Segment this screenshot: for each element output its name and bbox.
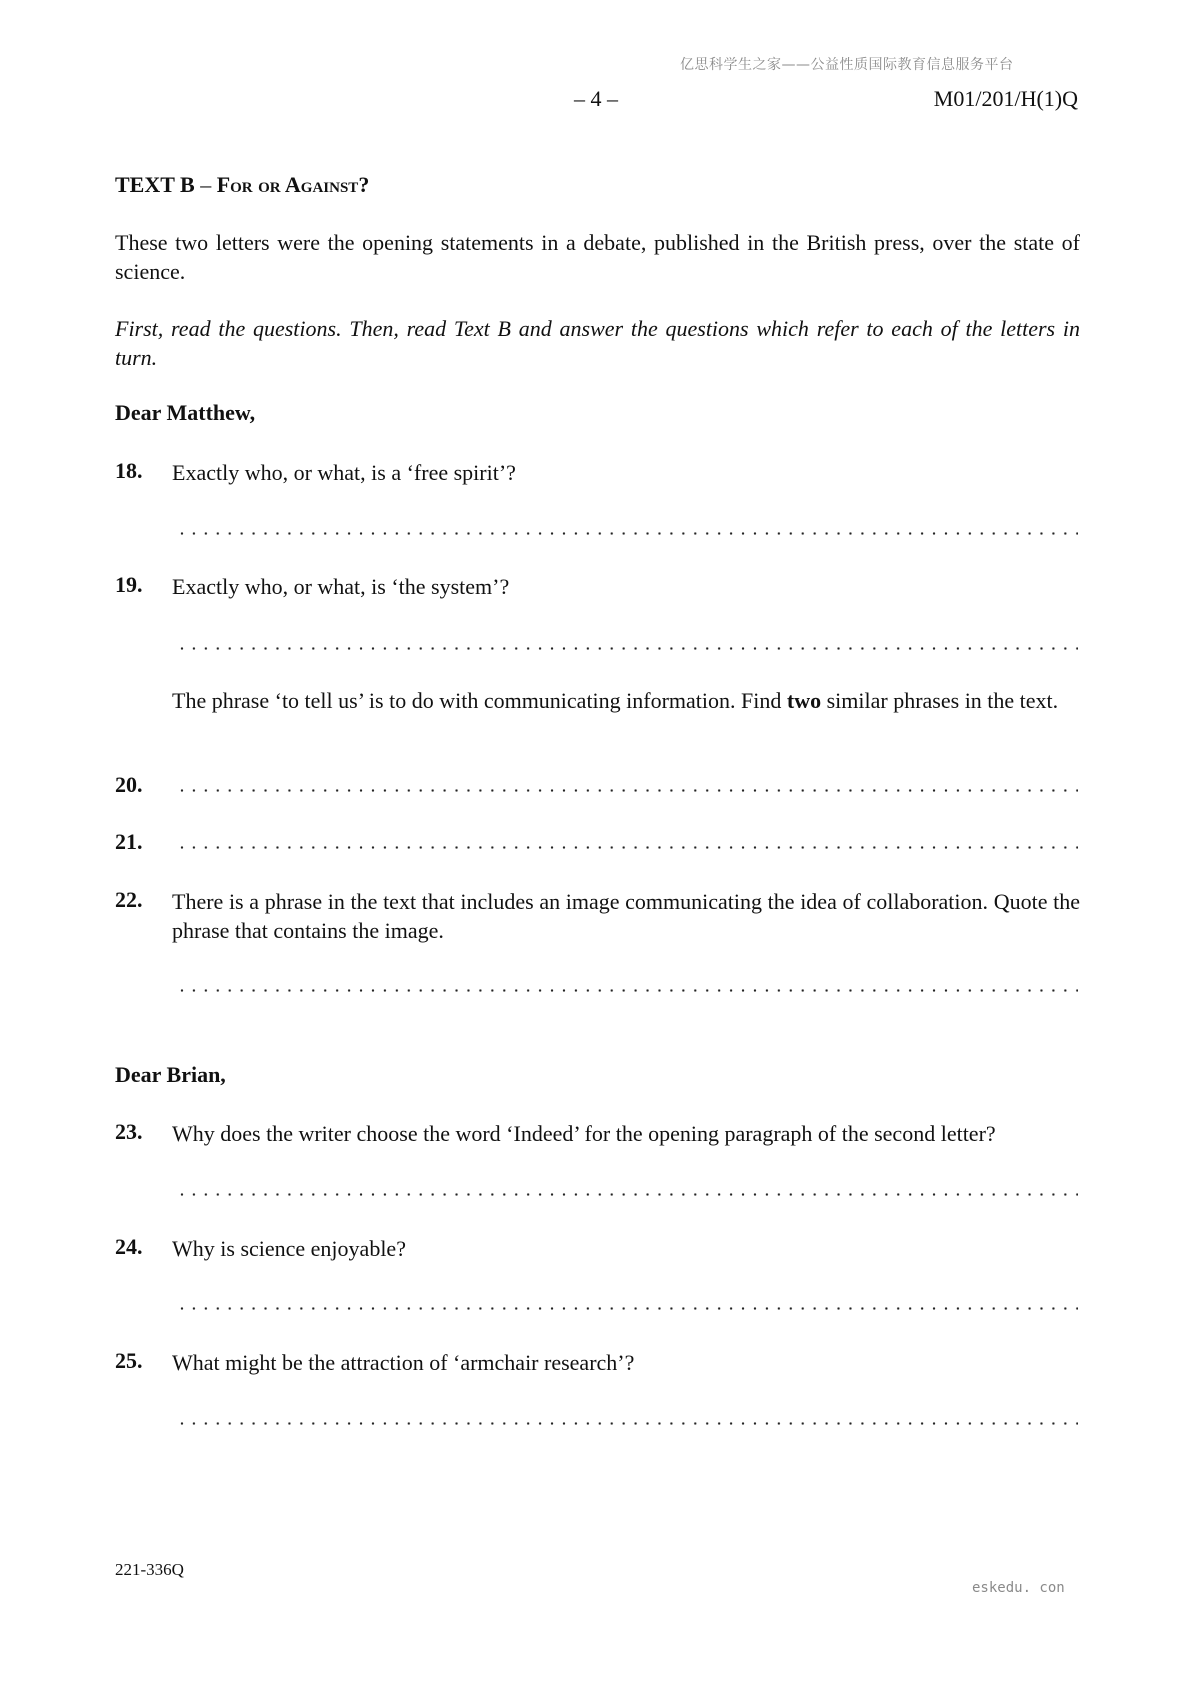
phrase-instruction-start: The phrase ‘to tell us’ is to do with communicating information. Find (172, 688, 787, 713)
question-text-18: Exactly who, or what, is a ‘free spirit’? (172, 460, 516, 485)
watermark-footer: eskedu. con (972, 1580, 1065, 1596)
question-text-23: Why does the writer choose the word ‘Indeed’ for the opening paragraph of the second letter? (172, 1121, 996, 1146)
question-number-24: 24. (115, 1234, 143, 1259)
question-number-18: 18. (115, 458, 143, 483)
intro-paragraph: These two letters were the opening statements in a debate, published in the British press, over the state of science. (115, 230, 1080, 284)
phrase-instruction (172, 686, 1080, 715)
answer-line-21[interactable] (172, 846, 1080, 850)
question-text-25: What might be the attraction of ‘armchair research’? (172, 1350, 635, 1375)
question-number-20: 20. (115, 772, 143, 797)
section-title-name: For or Against? (216, 172, 370, 197)
question-number-19: 19. (115, 572, 143, 597)
section-title-dash: – (200, 172, 212, 197)
salutation-letter-1: Dear Matthew, (115, 400, 256, 425)
paper-code: M01/201/H(1)Q (933, 86, 1078, 111)
answer-line-19[interactable] (172, 647, 1080, 651)
salutation-letter-2: Dear Brian, (115, 1062, 226, 1087)
answer-line-20[interactable] (172, 789, 1080, 793)
question-number-21: 21. (115, 829, 143, 854)
question-number-25: 25. (115, 1348, 143, 1373)
answer-line-23[interactable] (172, 1193, 1080, 1197)
question-text-24: Why is science enjoyable? (172, 1236, 406, 1261)
instructions-paragraph: First, read the questions. Then, read Text B and answer the questions which refer to each of the letters in turn. (115, 316, 1080, 370)
question-number-23: 23. (115, 1119, 143, 1144)
section-title-prefix: TEXT B (115, 172, 195, 197)
answer-line-25[interactable] (172, 1422, 1080, 1426)
phrase-instruction-bold: two (786, 688, 822, 713)
question-number-22: 22. (115, 887, 143, 912)
footer-code: 221-336Q (115, 1560, 184, 1579)
question-text-22: There is a phrase in the text that includes an image communicating the idea of collaboration. Quote the phrase that contains the image. (172, 889, 1080, 943)
question-text-19: Exactly who, or what, is ‘the system’? (172, 574, 510, 599)
page-number: – 4 – (574, 86, 618, 111)
section-title (115, 172, 369, 198)
answer-line-22[interactable] (172, 989, 1080, 993)
watermark-header: 亿思科学生之家——公益性质国际教育信息服务平台 (680, 57, 1014, 73)
answer-line-18[interactable] (172, 532, 1080, 536)
phrase-instruction-end: similar phrases in the text. (821, 688, 1059, 713)
answer-line-24[interactable] (172, 1307, 1080, 1311)
